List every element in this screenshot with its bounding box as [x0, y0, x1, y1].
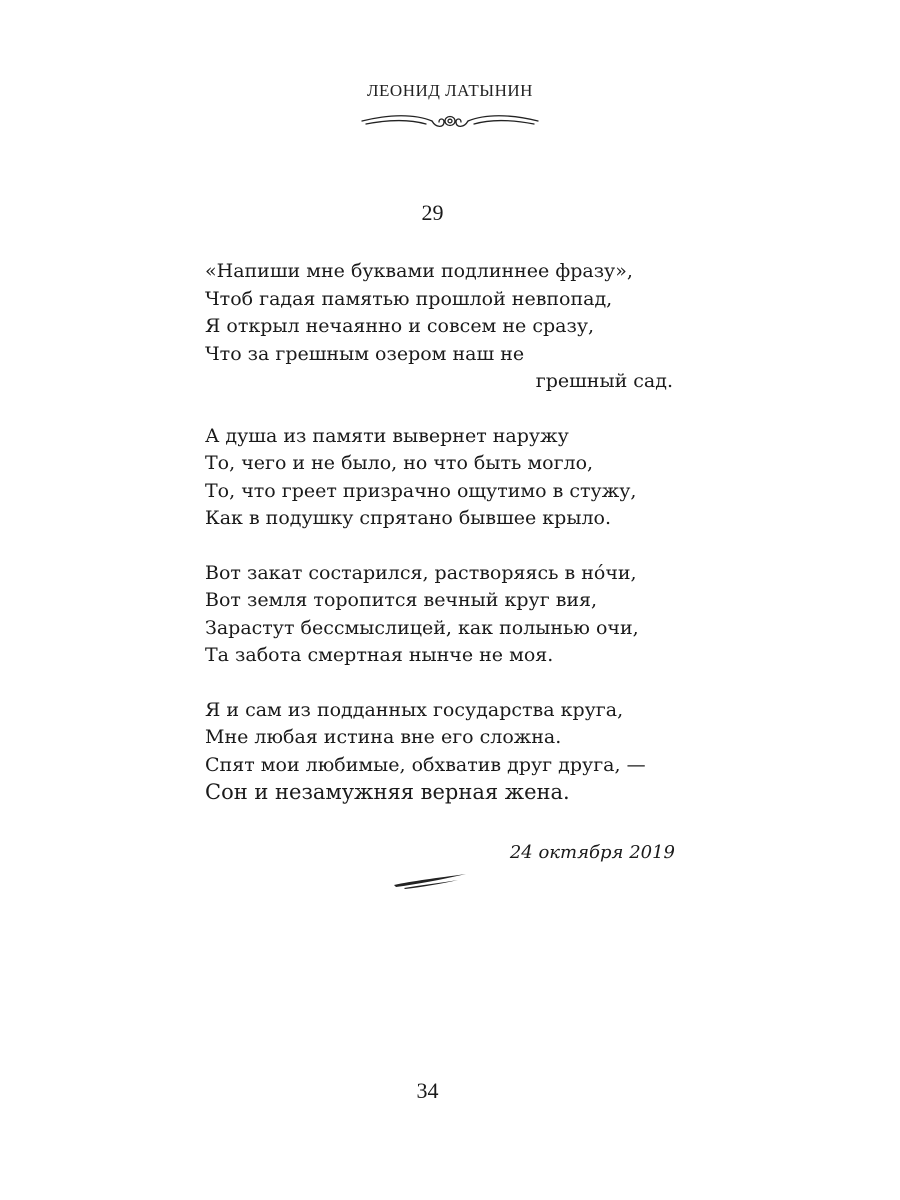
poem-line: Я и сам из подданных государства круга,: [205, 698, 624, 721]
stanza: [205, 697, 685, 807]
stanza: [205, 258, 685, 396]
poem-line: Чтоб гадая памятью прошлой невпопад,: [205, 287, 613, 310]
poem-line: Сон и незамужняя верная жена.: [205, 780, 570, 804]
poem-line: Что за грешным озером наш не: [205, 342, 525, 365]
poem-line: То, чего и не было, но что быть могло,: [205, 452, 594, 474]
poem-line: Я открыл нечаянно и совсем не сразу,: [205, 315, 595, 337]
poem-line-continuation: грешный сад.: [535, 370, 673, 392]
swash-divider-icon: [392, 872, 468, 890]
poem-line: Как в подушку спрятано бывшее крыло.: [205, 507, 612, 529]
flourish-divider-icon: [360, 110, 540, 132]
author-name: ЛЕОНИД ЛАТЫНИН: [367, 81, 533, 100]
poem-line: Мне любая истина вне его сложна.: [205, 726, 562, 748]
poem-line: Та забота смертная нынче не моя.: [205, 644, 554, 666]
poem-line: Вот закат состарился, растворяясь в но́чи,: [205, 561, 637, 584]
poem-line: Вот земля торопится вечный круг вия,: [205, 589, 598, 611]
poem-date: 24 октября 2019: [509, 842, 675, 863]
poem-line: Зарастут бессмыслицей, как полынью очи,: [205, 616, 639, 639]
poem-line: Спят мои любимые, обхватив друг друга, —: [205, 753, 646, 776]
poem-body: [205, 258, 685, 834]
poem-number: 29: [421, 200, 444, 225]
stanza: [205, 423, 685, 533]
poem-line: «Напиши мне буквами подлиннее фразу»,: [205, 260, 633, 282]
stanza: [205, 560, 685, 670]
poem-line: То, что греет призрачно ощутимо в стужу,: [205, 479, 637, 502]
running-header: [0, 80, 900, 132]
page-number: 34: [416, 1078, 439, 1103]
poem-line: А душа из памяти вывернет наружу: [205, 424, 569, 447]
